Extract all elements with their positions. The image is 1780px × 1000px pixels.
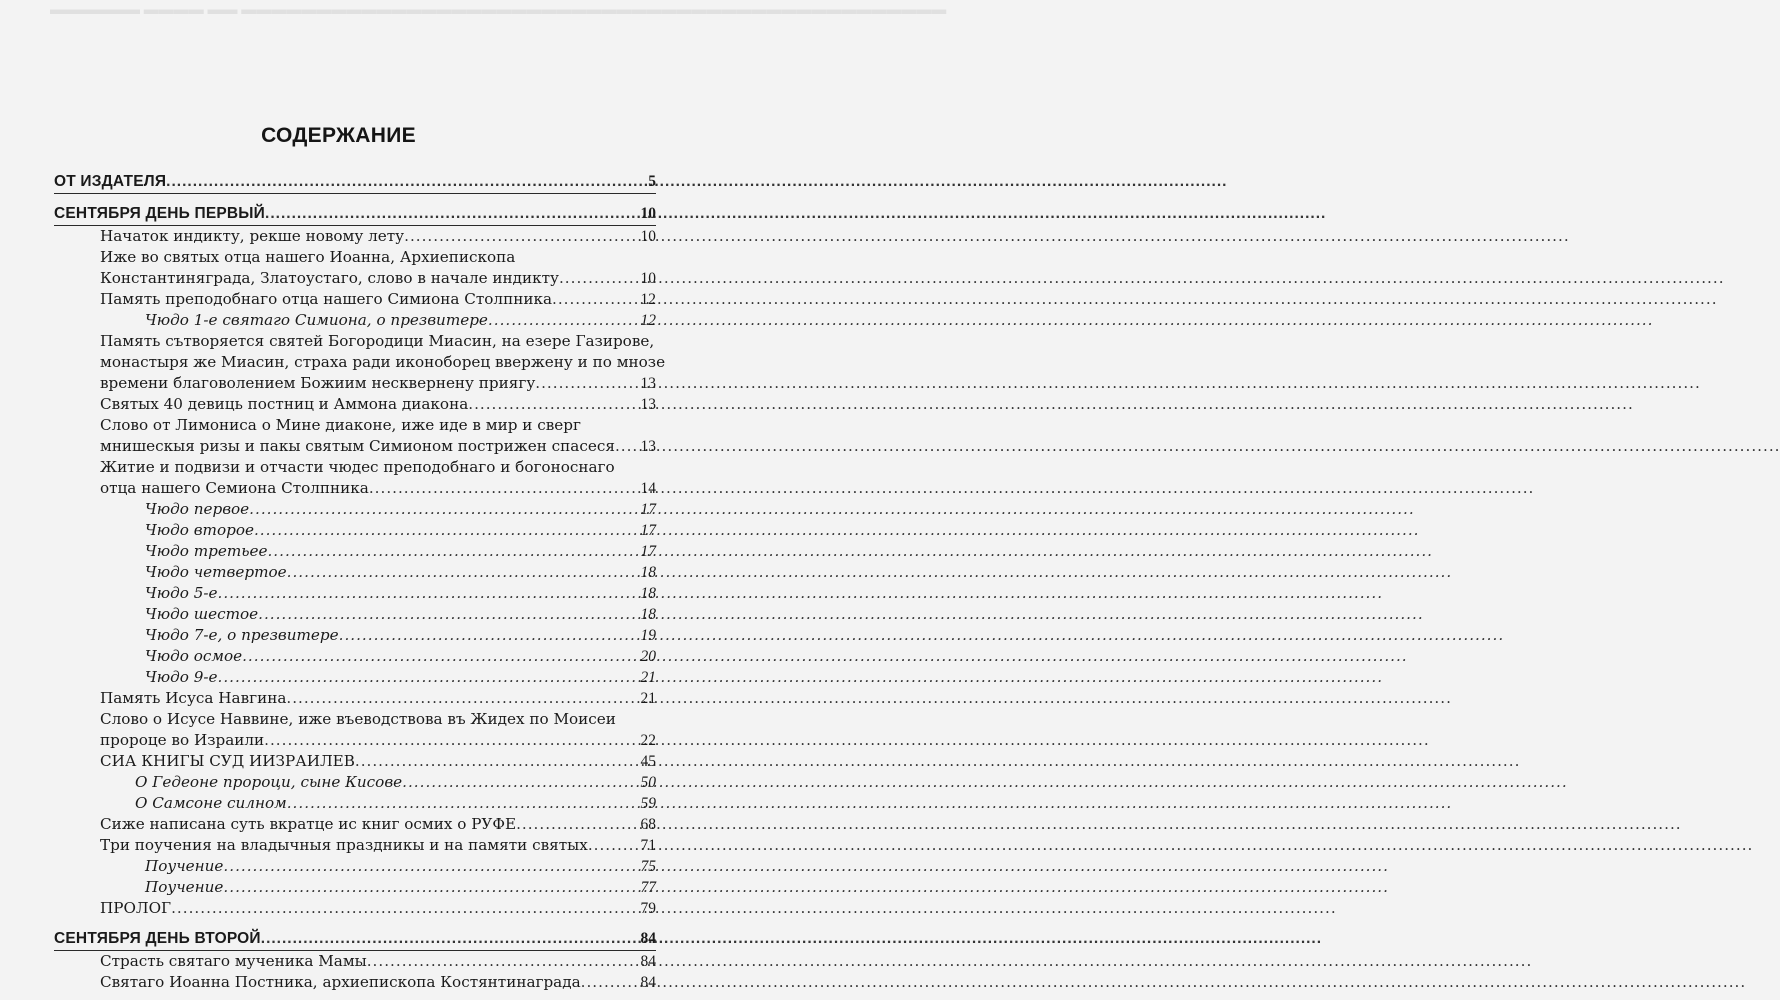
toc-entry: [54, 814, 656, 835]
toc-entry: [54, 226, 656, 247]
toc-page-number: 17: [640, 522, 656, 539]
toc-page-number: 79: [640, 900, 656, 917]
toc-entry: [54, 667, 656, 688]
dot-leader: [249, 499, 638, 520]
dot-leader: [287, 562, 639, 583]
toc-entry-title: пророце во Израили: [100, 731, 265, 749]
toc-page-number: 13: [640, 375, 656, 392]
toc-page-number: 13: [640, 438, 656, 455]
dot-leader: [369, 478, 639, 499]
toc-entry: [54, 951, 656, 972]
toc-entry: [54, 709, 656, 751]
toc-entry: [54, 247, 656, 289]
toc-entry: [54, 499, 656, 520]
toc-entry-title: Чюдо 7-е, о презвитере: [145, 626, 339, 644]
dot-leader: [581, 972, 639, 993]
table-of-contents: [54, 170, 666, 993]
toc-entry-title: Чюдо осмое: [145, 647, 243, 665]
dot-leader: [218, 583, 639, 604]
toc-entry-title: Святаго Иоанна Постника, архиепископа Костянтинаграда: [100, 973, 581, 991]
toc-entry: [54, 835, 656, 856]
toc-entry: [54, 646, 656, 667]
toc-entry-title: Чюдо первое: [145, 500, 250, 518]
dot-leader: [588, 835, 639, 856]
toc-entry-title: Чюдо 5-е: [145, 584, 218, 602]
toc-entry-title: СЕНТЯБРЯ ДЕНЬ ПЕРВЫЙ: [54, 205, 266, 222]
toc-entry: [54, 604, 656, 625]
toc-entry: [54, 520, 656, 541]
toc-entry: [54, 289, 656, 310]
toc-page-number: 18: [640, 606, 656, 623]
toc-page-number: 71: [640, 837, 656, 854]
toc-entry-title: СИА КНИГЫ СУД ИИЗРАИЛЕВ: [100, 752, 355, 770]
toc-page-number: 22: [640, 732, 656, 749]
toc-entry-title: Три поучения на владычныя праздникы и на памяти святых: [100, 836, 588, 854]
toc-page-number: 84: [640, 953, 656, 970]
toc-entry-title: Чюдо второе: [145, 521, 254, 539]
dot-leader: [261, 927, 639, 950]
toc-entry: [54, 972, 656, 993]
toc-entry: [54, 541, 656, 562]
toc-entry-title: Поучение: [145, 857, 224, 875]
toc-entry-title: Сиже написана суть вкратце ис книг осмих о РУФЕ: [100, 815, 517, 833]
toc-entry-title: времени благоволением Божиим несквернену приягу: [100, 374, 536, 392]
toc-entry-title: мнишескыя ризы и пакы святым Симионом пострижен спасеся: [100, 437, 615, 455]
toc-page-number: 10: [640, 205, 656, 222]
dot-leader: [287, 793, 639, 814]
dot-leader: [267, 541, 638, 562]
toc-page-number: 75: [640, 858, 656, 875]
dot-leader: [367, 951, 639, 972]
toc-page-number: 10: [640, 270, 656, 287]
toc-page-number: 21: [640, 690, 656, 707]
page-title: СОДЕРЖАНИЕ: [261, 124, 416, 147]
toc-entry-title: Страсть святаго мученика Мамы: [100, 952, 367, 970]
toc-entry-title: Константиняграда, Златоустаго, слово в начале индикту: [100, 269, 559, 287]
toc-entry-title: Чюдо 1-е святаго Симиона, о презвитере: [145, 311, 488, 329]
toc-entry-title: Чюдо четвертое: [145, 563, 287, 581]
toc-entry-title: Святых 40 девиць постниц и Аммона диакона: [100, 395, 469, 413]
dot-leader: [615, 436, 639, 457]
toc-entry-title: ПРОЛОГ: [100, 899, 172, 917]
dot-leader: [552, 289, 639, 310]
toc-entry-title-line: Житие и подвизи и отчасти чюдес преподобнаго и богоноснаго: [100, 458, 615, 476]
toc-page-number: 50: [640, 774, 656, 791]
toc-entry-title-line: монастыря же Миасин, страха ради иконоборец ввержену и по мнозе: [100, 353, 666, 371]
toc-page-number: 10: [640, 228, 656, 245]
dot-leader: [171, 898, 638, 919]
toc-entry: [54, 877, 656, 898]
toc-page-number: 21: [640, 669, 656, 686]
toc-entry: [54, 457, 656, 499]
dot-leader: [223, 877, 638, 898]
toc-page-number: 18: [640, 585, 656, 602]
toc-entry-title: О Гедеоне пророци, сыне Кисове: [135, 773, 403, 791]
toc-entry-title: ОТ ИЗДАТЕЛЯ: [54, 173, 167, 190]
toc-entry: [54, 856, 656, 877]
toc-page-number: 45: [640, 753, 656, 770]
toc-page-number: 19: [640, 627, 656, 644]
dot-leader: [218, 667, 639, 688]
toc-page-number: 17: [640, 543, 656, 560]
dot-leader: [223, 856, 638, 877]
dot-leader: [166, 170, 646, 193]
toc-page-number: 13: [640, 396, 656, 413]
toc-page-number: 14: [640, 480, 656, 497]
toc-entry: [54, 394, 656, 415]
dot-leader: [488, 310, 639, 331]
dot-leader: [402, 772, 638, 793]
toc-section-heading: [54, 202, 656, 226]
dot-leader: [468, 394, 638, 415]
toc-page-number: 68: [640, 816, 656, 833]
toc-entry: [54, 331, 666, 394]
dot-leader: [265, 202, 638, 225]
toc-page-number: 18: [640, 564, 656, 581]
toc-entry-title-line: Иже во святых отца нашего Иоанна, Архиепископа: [100, 248, 516, 266]
toc-entry-title: Память Исуса Навгина: [100, 689, 287, 707]
dot-leader: [355, 751, 639, 772]
dot-leader: [286, 688, 638, 709]
dot-leader: [559, 268, 639, 289]
dot-leader: [242, 646, 638, 667]
toc-entry-title: СЕНТЯБРЯ ДЕНЬ ВТОРОЙ: [54, 930, 261, 947]
toc-page-number: 59: [640, 795, 656, 812]
dot-leader: [339, 625, 639, 646]
toc-section-heading: [54, 170, 656, 194]
toc-entry-title: Поучение: [145, 878, 224, 896]
toc-entry: [54, 793, 656, 814]
toc-entry: [54, 562, 656, 583]
toc-entry: [54, 772, 656, 793]
toc-entry-title: отца нашего Семиона Столпника: [100, 479, 369, 497]
dot-leader: [264, 730, 638, 751]
dot-leader: [258, 604, 638, 625]
toc-entry: [54, 415, 656, 457]
toc-entry: [54, 583, 656, 604]
toc-entry-title-line: Слово о Исусе Наввине, иже въеводствова въ Жидех по Моисеи: [100, 710, 616, 728]
toc-entry-title: Чюдо шестое: [145, 605, 259, 623]
toc-page-number: 84: [640, 974, 656, 991]
toc-entry: [54, 751, 656, 772]
dot-leader: [516, 814, 638, 835]
dot-leader: [254, 520, 639, 541]
toc-page-number: 12: [640, 312, 656, 329]
toc-entry-title-line: Слово от Лимониса о Мине диаконе, иже иде в мир и сверг: [100, 416, 581, 434]
toc-page-number: 12: [640, 291, 656, 308]
dot-leader: [404, 226, 638, 247]
toc-page-number: 20: [640, 648, 656, 665]
toc-page-number: 77: [640, 879, 656, 896]
toc-entry-title: О Самсоне силном: [135, 794, 287, 812]
toc-entry: [54, 625, 656, 646]
toc-entry: [54, 688, 656, 709]
show-through-header: ▬▬▬▬▬▬ ▬▬▬▬ ▬▬ ▬▬▬▬▬▬▬▬▬▬▬▬▬▬▬▬▬▬▬▬▬▬▬▬▬▬▬▬▬▬▬▬▬▬▬▬▬▬▬▬▬▬▬▬▬▬▬: [50, 2, 947, 18]
toc-entry-title: Начаток индикту, рекше новому лету: [100, 227, 405, 245]
toc-entry-title: Память преподобнаго отца нашего Симиона Столпника: [100, 290, 552, 308]
toc-entry: [54, 898, 656, 919]
toc-entry-title-line: Память сътворяется святей Богородици Миасин, на езере Газирове,: [100, 332, 655, 350]
toc-page-number: 84: [640, 930, 656, 947]
toc-entry: [54, 310, 656, 331]
toc-page-number: 5: [648, 173, 656, 190]
toc-page-number: 17: [640, 501, 656, 518]
toc-section-heading: [54, 927, 656, 951]
toc-entry-title: Чюдо третьее: [145, 542, 268, 560]
dot-leader: [535, 373, 638, 394]
toc-entry-title: Чюдо 9-е: [145, 668, 218, 686]
